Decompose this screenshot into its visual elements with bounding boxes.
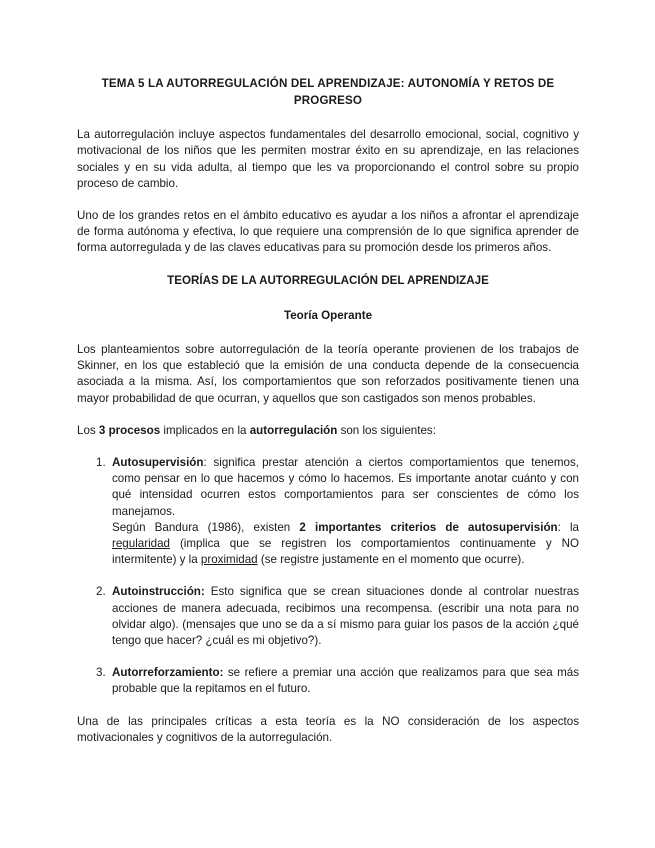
bandura-text-mid: : la: [557, 520, 579, 534]
list-item-term: Autorreforzamiento:: [112, 666, 224, 680]
list-item-number: 1.: [96, 456, 106, 470]
processes-intro: [77, 423, 579, 439]
list-item-number: 2.: [96, 585, 106, 599]
closing-paragraph: Una de las principales críticas a esta teoría es la NO consideración de los aspectos motivacionales y cognitivos de la autorregulación.: [77, 714, 579, 744]
processes-intro-text-2: implicados en la: [160, 423, 250, 437]
proximidad-term: proximidad: [200, 553, 258, 567]
bandura-text-pre: Según Bandura (1986), existen: [112, 520, 300, 534]
autosupervision-description: [112, 455, 579, 520]
autorregulacion-term: autorregulación: [249, 423, 338, 437]
intro-paragraph-1: La autorregulación incluye aspectos fundamentales del desarrollo emocional, social, cognitivo y motivacional de los niños que les permiten mostrar éxito en su aprendizaje, en las relaciones sociales y en su vida adulta, al tiempo que les va proporcionando el control sobre su propio proceso de cambio.: [77, 128, 579, 190]
subsection-title: Teoría Operante: [283, 308, 373, 322]
document-title: TEMA 5 LA AUTORREGULACIÓN DEL APRENDIZAJE: AUTONOMÍA Y RETOS DE PROGRESO: [101, 77, 555, 107]
list-item: [77, 665, 579, 697]
list-item-term: Autosupervisión: [112, 456, 204, 470]
list-item-term: Autoinstrucción:: [112, 585, 205, 599]
processes-count: 3 procesos: [98, 423, 161, 437]
regularidad-text: (implica que se registren los comportamientos continuamente y NO intermitente) y la: [112, 537, 579, 567]
bandura-criteria: [112, 520, 579, 569]
intro-paragraph-2: Uno de los grandes retos en el ámbito educativo es ayudar a los niños a afrontar el aprendizaje de forma autónoma y efectiva, lo que requiere una comprensión de lo que significa aprender de forma autorregulada y de las claves educativas para su promoción desde los primeros años.: [77, 209, 579, 255]
bandura-criteria-bold: 2 importantes criterios de autosupervisión: [299, 520, 558, 534]
document-page: [77, 76, 579, 762]
processes-list: [77, 455, 579, 698]
section-title: TEORÍAS DE LA AUTORREGULACIÓN DEL APRENDIZAJE: [167, 273, 489, 287]
list-item: [77, 455, 579, 568]
list-item-text: Esto significa que se crean situaciones donde al controlar nuestras acciones de manera adecuada, recibimos una recompensa. (escribir una nota para no olvidar algo). (mensajes que uno se da a sí mismo para guiar los pasos de la acción ¿qué tengo que hacer? ¿cuál es mi objetivo?).: [112, 585, 579, 648]
operant-theory-paragraph: Los planteamientos sobre autorregulación de la teoría operante provienen de los trabajos de Skinner, en los que estableció que la emisión de una conducta depende de la consecuencia asociada a la misma. Así, los comportamientos que son reforzados positivamente tienen una mayor probabilidad de que ocurran, y aquellos que son castigados son menos probables.: [77, 343, 579, 405]
list-item-number: 3.: [96, 666, 106, 680]
regularidad-term: regularidad: [112, 537, 171, 551]
list-item: [77, 584, 579, 649]
list-item-text: se refiere a premiar una acción que realizamos para que sea más probable que la repitamos en el futuro.: [112, 666, 579, 696]
processes-intro-text-1: Los: [77, 423, 99, 437]
list-item-text: : significa prestar atención a ciertos comportamientos que tenemos, como pensar en lo que hacemos y cómo lo hacemos. Es importante anotar cuánto y con qué intensidad ocurren estos comportamientos para ser conscientes de cómo los manejamos.: [112, 456, 579, 518]
proximidad-text: (se registre justamente en el momento que ocurre).: [257, 553, 525, 567]
processes-intro-text-3: son los siguientes:: [337, 423, 436, 437]
